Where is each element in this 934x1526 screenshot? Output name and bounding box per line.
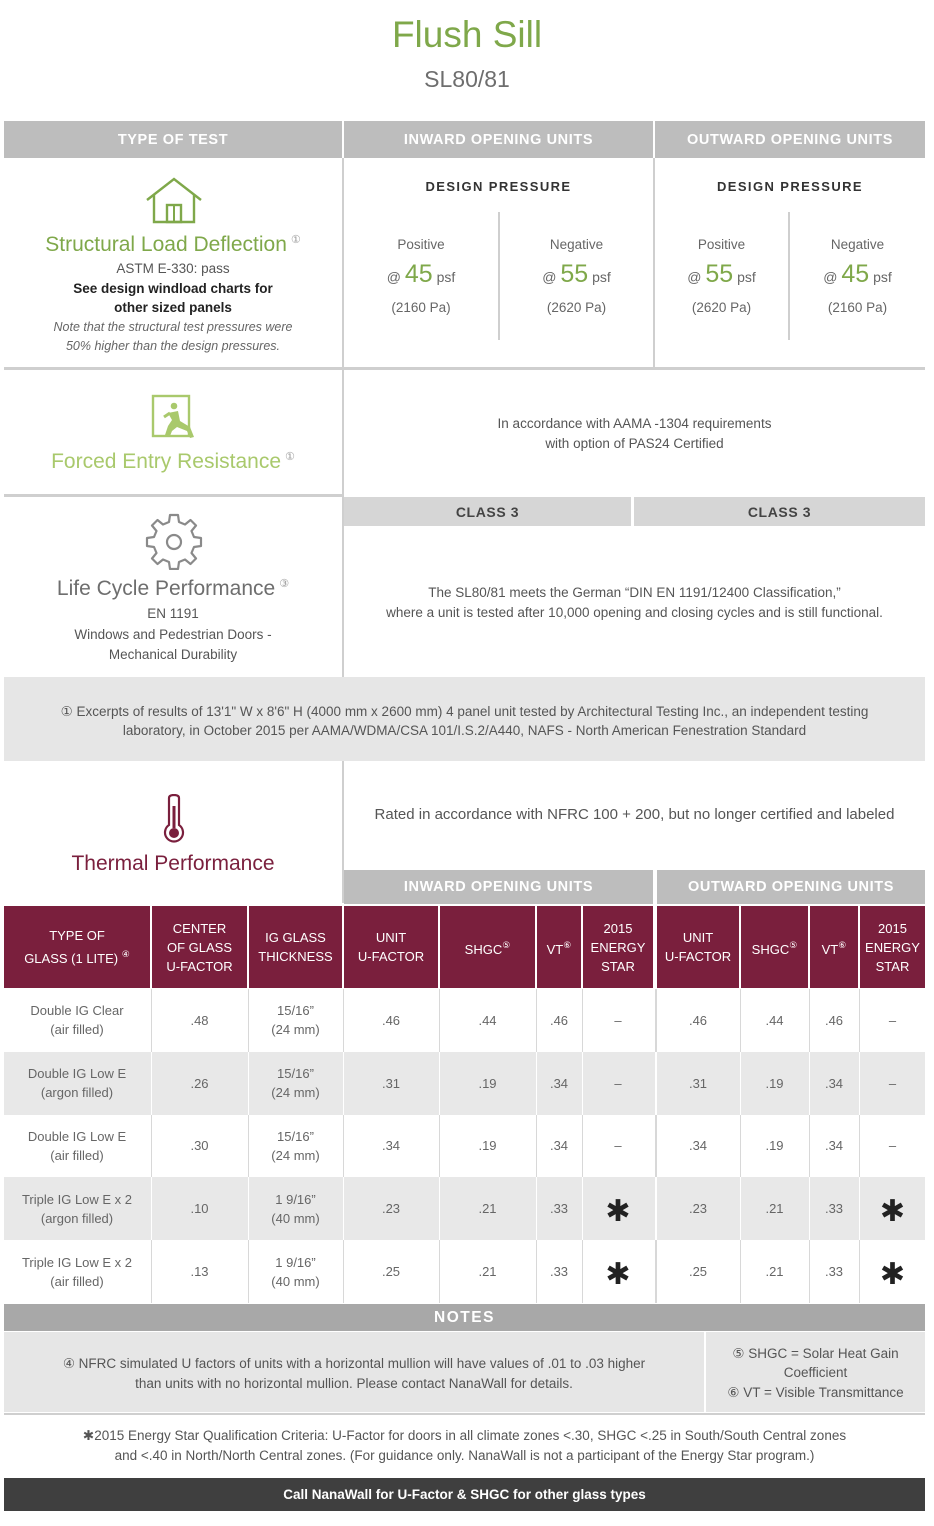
cell-out-shgc: .44 (765, 1012, 784, 1028)
cell-out-es: – (888, 1012, 897, 1028)
cell-cog: .10 (190, 1201, 209, 1217)
life-cycle-title-text: Life Cycle Performance (56, 577, 276, 600)
cell-in-es: – (614, 1012, 622, 1028)
cell-cog: .48 (190, 1012, 209, 1028)
excerpt-text-2: laboratory, in October 2015 per AAMA/WDMA/CSA 101/I.S.2/A440, NAFS - North American Fenestration Standard (122, 723, 807, 738)
divider (740, 989, 741, 1052)
thermal-header-outward: OUTWARD OPENING UNITS (657, 870, 925, 904)
cell-cog: .13 (190, 1264, 209, 1280)
col-out-energy-star: 2015 ENERGY STAR (860, 906, 925, 988)
cell-ig: 15/16” (24 mm) (271, 1128, 320, 1163)
cell-in-es: – (614, 1075, 622, 1091)
outward-negative-pa: (2160 Pa) (827, 300, 888, 315)
din-text-2: where a unit is tested after 10,000 opening and closing cycles and is still functional. (386, 605, 883, 620)
header-type-of-test: TYPE OF TEST (4, 121, 342, 158)
cell-ig: 1 9/16” (40 mm) (271, 1191, 320, 1226)
cell-in-vt: .46 (549, 1012, 569, 1028)
divider (439, 1115, 440, 1178)
outward-positive-value: @ 55 psf (687, 260, 756, 288)
structural-note-2: 50% higher than the design pressures. (65, 339, 281, 353)
aama-text-1: In accordance with AAMA -1304 requirements (497, 416, 772, 431)
cell-out-u: .25 (688, 1264, 708, 1280)
cell-cog: .26 (190, 1075, 209, 1091)
divider (582, 1052, 583, 1115)
forced-entry-title (4, 450, 342, 474)
divider (151, 989, 152, 1052)
cell-glass: Triple IG Low E x 2 (air filled) (21, 1254, 133, 1289)
windload-text-2: other sized panels (114, 300, 232, 315)
cell-in-u: .46 (381, 1012, 401, 1028)
divider (859, 1115, 860, 1178)
note-4-line-1: ④ NFRC simulated U factors of units with a horizontal mullion will have values of .01 to .03 higher (62, 1356, 646, 1371)
header-outward: OUTWARD OPENING UNITS (655, 121, 925, 158)
cell-out-vt: .46 (824, 1012, 844, 1028)
divider (809, 1177, 810, 1240)
cell-out-shgc: .19 (765, 1075, 784, 1091)
divider (151, 1240, 152, 1303)
cell-out-es: – (888, 1075, 897, 1091)
divider (809, 1115, 810, 1178)
divider (536, 989, 537, 1052)
col-out-vt: VT⑥ (810, 906, 858, 988)
structural-note-1: Note that the structural test pressures were (53, 320, 293, 334)
footer-call-nanawall: Call NanaWall for U-Factor & SHGC for other glass types (4, 1478, 925, 1511)
inward-negative-label: Negative (549, 237, 604, 252)
cell-in-u: .34 (381, 1138, 401, 1154)
divider (859, 1177, 860, 1240)
cell-glass: Double IG Low E (air filled) (27, 1128, 127, 1163)
cell-ig: 15/16” (24 mm) (271, 1066, 320, 1101)
divider (859, 989, 860, 1052)
divider (655, 1240, 657, 1303)
divider (809, 1052, 810, 1115)
cell-in-es (583, 1240, 653, 1303)
divider (248, 1240, 249, 1303)
divider (582, 989, 583, 1052)
divider (536, 1115, 537, 1178)
thermal-header-inward: INWARD OPENING UNITS (344, 870, 653, 904)
forced-entry-icon (150, 393, 198, 441)
footnote-ref: ① (285, 451, 295, 463)
house-icon (143, 176, 205, 226)
class-outward: CLASS 3 (634, 497, 925, 526)
cell-in-u: .31 (381, 1075, 401, 1091)
cell-out-shgc: .21 (765, 1201, 784, 1217)
note-5-line-1: ⑤ SHGC = Solar Heat Gain (732, 1346, 899, 1361)
divider (151, 1177, 152, 1240)
cell-out-vt: .33 (824, 1264, 844, 1280)
cell-out-vt: .34 (824, 1075, 844, 1091)
divider (439, 1052, 440, 1115)
thermal-title: Thermal Performance (71, 852, 275, 875)
divider (343, 1115, 344, 1178)
cell-in-es: – (614, 1138, 622, 1154)
divider (343, 1240, 344, 1303)
thermal-table-body (4, 989, 925, 1303)
cell-out-es: – (888, 1138, 897, 1154)
divider (655, 1177, 657, 1240)
divider (439, 1177, 440, 1240)
cell-out-vt: .34 (824, 1138, 844, 1154)
din-text-1: The SL80/81 meets the German “DIN EN 1191/12400 Classification,” (428, 585, 841, 600)
cell-in-shgc: .21 (478, 1264, 497, 1280)
table-row (4, 1177, 925, 1240)
cell-out-u: .23 (688, 1201, 708, 1217)
cell-in-u: .23 (381, 1201, 401, 1217)
divider (4, 367, 925, 370)
divider (343, 1177, 344, 1240)
nfrc-rated-text: Rated in accordance with NFRC 100 + 200, but no longer certified and labeled (374, 806, 895, 823)
cell-in-shgc: .44 (478, 1012, 497, 1028)
divider (248, 1177, 249, 1240)
structural-title-text: Structural Load Deflection (45, 233, 287, 256)
footnote-ref: ① (290, 234, 301, 246)
divider (740, 1052, 741, 1115)
header-inward: INWARD OPENING UNITS (344, 121, 653, 158)
col-in-unit-u: UNIT U-FACTOR (344, 906, 438, 988)
divider (343, 1052, 344, 1115)
life-cycle-title (4, 577, 342, 601)
energy-star-asterisk-icon: ✱ (605, 1194, 631, 1228)
windload-text-1: See design windload charts for (73, 281, 273, 296)
cell-out-u: .34 (688, 1138, 708, 1154)
outward-negative-value: @ 45 psf (823, 260, 892, 288)
divider (655, 1052, 657, 1115)
cell-in-vt: .33 (549, 1264, 569, 1280)
aama-text-2: with option of PAS24 Certified (545, 436, 724, 451)
col-in-vt: VT⑥ (537, 906, 581, 988)
table-row (4, 989, 925, 1052)
divider (151, 1115, 152, 1178)
inward-negative-value: @ 55 psf (542, 260, 611, 288)
divider (248, 1052, 249, 1115)
en-1191: EN 1191 (147, 606, 199, 621)
cell-glass: Triple IG Low E x 2 (argon filled) (21, 1191, 133, 1226)
gear-icon (145, 512, 203, 570)
cell-out-u: .31 (688, 1075, 708, 1091)
col-out-unit-u: UNIT U-FACTOR (657, 906, 739, 988)
divider (740, 1177, 741, 1240)
design-pressure-inward: DESIGN PRESSURE (425, 179, 572, 194)
astm-text: ASTM E-330: pass (116, 261, 230, 276)
cell-out-es (860, 1177, 925, 1240)
cell-out-shgc: .19 (765, 1138, 784, 1154)
col-out-shgc: SHGC⑤ (741, 906, 808, 988)
divider (536, 1240, 537, 1303)
divider (655, 989, 657, 1052)
page-title: Flush Sill (391, 14, 543, 55)
energy-star-asterisk-icon: ✱ (879, 1194, 906, 1228)
col-center-of-glass: CENTER OF GLASS U-FACTOR (152, 906, 247, 988)
cell-out-u: .46 (688, 1012, 708, 1028)
cell-in-shgc: .19 (478, 1075, 497, 1091)
divider (655, 1115, 657, 1178)
divider (740, 1115, 741, 1178)
divider (343, 989, 344, 1052)
divider (151, 1052, 152, 1115)
page-subtitle: SL80/81 (424, 66, 510, 92)
cell-ig: 15/16” (24 mm) (271, 1003, 320, 1038)
cell-in-vt: .33 (549, 1201, 569, 1217)
cell-in-u: .25 (381, 1264, 401, 1280)
divider (582, 1115, 583, 1178)
energy-star-note-2: and <.40 in North/North Central zones. (For guidance only. NanaWall is not a participant of the Energy Star program.) (114, 1448, 815, 1463)
cell-in-vt: .34 (549, 1138, 569, 1154)
cell-cog: .30 (190, 1138, 209, 1154)
divider (809, 989, 810, 1052)
cell-in-vt: .34 (549, 1075, 569, 1091)
thermometer-icon (160, 794, 188, 844)
cell-out-shgc: .21 (765, 1264, 784, 1280)
divider (859, 1240, 860, 1303)
divider (582, 1240, 583, 1303)
outward-negative-label: Negative (830, 237, 885, 252)
life-cycle-desc-1: Windows and Pedestrian Doors - (74, 627, 272, 642)
cell-out-vt: .33 (824, 1201, 844, 1217)
table-row (4, 1052, 925, 1115)
note-5-line-2: Coefficient (783, 1365, 848, 1380)
cell-glass: Double IG Clear (air filled) (30, 1003, 124, 1038)
inward-positive-pa: (2160 Pa) (391, 300, 451, 315)
inward-positive-value: @ 45 psf (386, 260, 456, 288)
divider (248, 1115, 249, 1178)
divider (582, 1177, 583, 1240)
footnote-ref: ③ (279, 578, 290, 590)
divider (859, 1052, 860, 1115)
energy-star-note-1: ✱2015 Energy Star Qualification Criteria: U-Factor for doors in all climate zones <.30, SHGC <.25 in South/South Central zones (82, 1428, 847, 1443)
col-in-energy-star: 2015 ENERGY STAR (583, 906, 653, 988)
divider (536, 1052, 537, 1115)
design-pressure-outward: DESIGN PRESSURE (717, 179, 863, 194)
class-inward: CLASS 3 (344, 497, 631, 526)
life-cycle-desc-2: Mechanical Durability (108, 647, 238, 662)
cell-out-es (860, 1240, 925, 1303)
forced-entry-title-text: Forced Entry Resistance (51, 450, 282, 473)
cell-in-shgc: .21 (478, 1201, 497, 1217)
divider (809, 1240, 810, 1303)
inward-positive-label: Positive (397, 237, 445, 252)
energy-star-asterisk-icon: ✱ (605, 1257, 631, 1291)
thermal-column-headers (4, 906, 925, 988)
cell-glass: Double IG Low E (argon filled) (27, 1066, 127, 1101)
divider (439, 989, 440, 1052)
energy-star-asterisk-icon: ✱ (879, 1257, 906, 1291)
cell-in-shgc: .19 (478, 1138, 497, 1154)
inward-negative-pa: (2620 Pa) (546, 300, 607, 315)
divider (248, 989, 249, 1052)
structural-title (4, 233, 342, 257)
table-row (4, 1240, 925, 1303)
outward-positive-pa: (2620 Pa) (691, 300, 752, 315)
col-type-of-glass: TYPE OF GLASS (1 LITE) ④ (4, 906, 150, 988)
table-row (4, 1115, 925, 1178)
note-4-line-2: than units with no horizontal mullion. Please contact NanaWall for details. (135, 1376, 573, 1391)
divider (740, 1240, 741, 1303)
col-ig-thickness: IG GLASS THICKNESS (249, 906, 342, 988)
notes-header: NOTES (4, 1304, 925, 1331)
note-6: ⑥ VT = Visible Transmittance (727, 1385, 904, 1400)
excerpt-text-1: ① Excerpts of results of 13'1" W x 8'6" H (4000 mm x 2600 mm) 4 panel unit tested by Architectural Testing Inc., an independent testing (60, 704, 869, 719)
outward-positive-label: Positive (697, 237, 746, 252)
divider (4, 1413, 925, 1415)
divider (4, 494, 342, 497)
divider (536, 1177, 537, 1240)
col-in-shgc: SHGC⑤ (440, 906, 535, 988)
divider (439, 1240, 440, 1303)
cell-ig: 1 9/16” (40 mm) (271, 1254, 320, 1289)
cell-in-es (583, 1177, 653, 1240)
